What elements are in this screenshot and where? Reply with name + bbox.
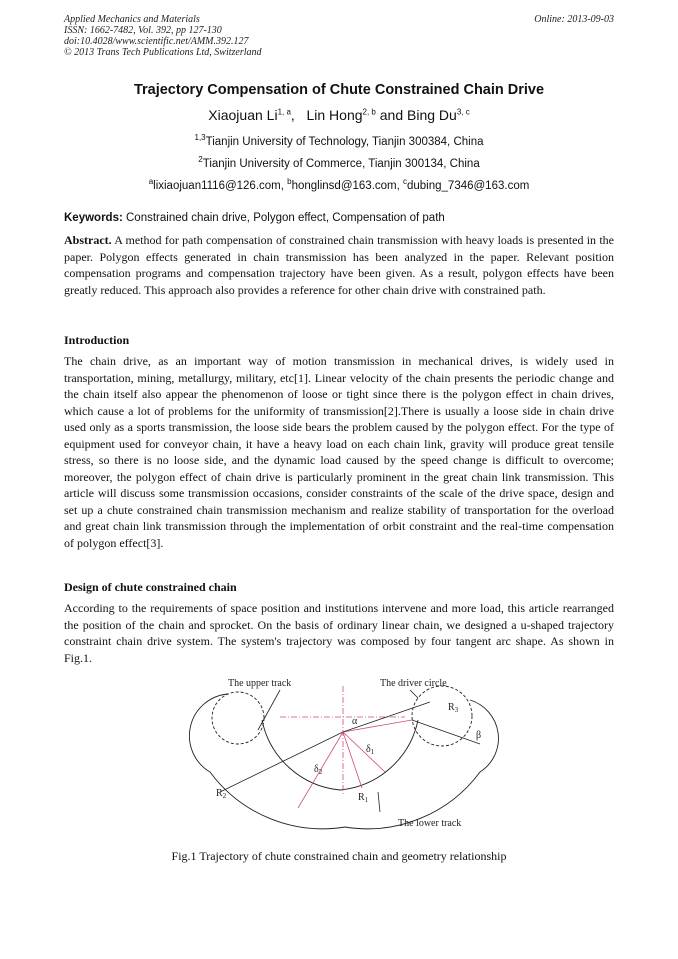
alpha-label: α — [352, 716, 358, 727]
radius-line-r2 — [220, 732, 343, 792]
journal-header — [64, 14, 262, 58]
affiliation-text: Tianjin University of Commerce, Tianjin 300134, China — [202, 157, 480, 170]
delta2-label — [314, 764, 323, 776]
doi-line: doi:10.4028/www.scientific.net/AMM.392.127 — [64, 36, 249, 47]
abstract-text: A method for path compensation of constrained chain transmission with heavy loads is presented in the paper. Polygon effects generated in chain transmission has been analyzed in the paper. Relevant position compensation programs and compensation trajectory have been given. As a result, polygon effects have been greatly reduced. This approach also provides a reference for other chain drive with constrained path. — [64, 233, 614, 297]
r2-letter: R — [216, 788, 223, 799]
leader-line — [258, 690, 280, 730]
email-line — [0, 177, 678, 192]
leader-line — [378, 792, 380, 812]
figure-labels — [216, 678, 481, 829]
delta2-letter: δ — [314, 764, 319, 775]
affiliation-mark: 2 — [198, 155, 203, 164]
keywords-text: Constrained chain drive, Polygon effect, Compensation of path — [122, 212, 445, 224]
author-affiliation-mark: 2, b — [362, 107, 376, 117]
journal-name: Applied Mechanics and Materials — [64, 14, 200, 25]
r3-letter: R — [448, 702, 455, 713]
abstract-label: Abstract. — [64, 233, 112, 247]
affiliation-line — [0, 155, 678, 170]
driver-circle-label: The driver circle — [380, 678, 447, 689]
delta2-subscript: 2 — [318, 768, 323, 776]
tangent-line — [412, 720, 480, 744]
author-name: Lin Hong — [306, 107, 363, 123]
geometry-lines — [220, 686, 480, 812]
email-address: dubing_7346@163.com — [407, 179, 530, 192]
outer-u-track — [189, 694, 498, 829]
delta1-subscript: 1 — [370, 748, 375, 756]
r3-subscript: 3 — [454, 706, 459, 714]
copyright-line: © 2013 Trans Tech Publications Ltd, Switzerland — [64, 47, 262, 58]
author-name: Xiaojuan Li — [208, 107, 278, 123]
figure-1-diagram — [180, 672, 500, 837]
affiliation-text: Tianjin University of Technology, Tianjin 300384, China — [205, 135, 484, 148]
angle-line — [343, 732, 385, 772]
author-affiliation-mark: 3, c — [456, 107, 470, 117]
figure-caption: Fig.1 Trajectory of chute constrained chain and geometry relationship — [171, 849, 507, 863]
r1-letter: R — [358, 792, 365, 803]
author-name: Bing Du — [407, 107, 457, 123]
email-mark: c — [403, 177, 407, 186]
email-mark: b — [287, 177, 292, 186]
delta1-letter: δ — [366, 744, 371, 755]
r1-subscript: 1 — [364, 796, 369, 804]
radius-line-r1 — [343, 732, 362, 788]
beta-label: β — [476, 730, 482, 741]
r2-subscript: 2 — [222, 792, 227, 800]
upper-track-label: The upper track — [228, 678, 292, 689]
inner-u-track — [252, 720, 418, 790]
r3-label — [448, 702, 459, 714]
email-address: honglinsd@163.com, — [291, 179, 403, 192]
lower-track-label: The lower track — [398, 818, 462, 829]
r1-label — [358, 792, 369, 804]
leader-line — [410, 690, 418, 698]
affiliation-mark: 1,3 — [194, 133, 206, 142]
introduction-body: The chain drive, as an important way of motion transmission in mechanical drives, is widely used in transportation, mining, metallurgy, military, etc[1]. Linear velocity of the chain presents the periodic change and the chain itself also appear the phenomenon of loose or tight since there is the polygon effect in chain drives, which cause a lot of problems for the uniformity of transmission[2].There is usually a loose side in chain drive used only as a sports transmission, the loose side bears the problem caused by the polygon effect. For the type of equipment used for conveyor chain, it have a heavy load on each chain link, gravity will produce great tensile stress, so there is no loose side, and the dynamic load caused by the speed change is difficult to overcome; moreover, the polygon effect of chain drive is particularly prominent in the great chain link transmission. This article will discuss some transmission occasions, consider constraints of the scale of the drive space, design and set up a chute constrained chain transmission mechanism and realize stability of transportation for the overload and great chain link transmission through the implementation of orbit constraint and the real-time compensation of polygon effect[3]. — [64, 354, 614, 550]
affiliation-line — [0, 133, 678, 148]
online-date: Online: 2013-09-03 — [534, 14, 614, 25]
issn-line: ISSN: 1662-7482, Vol. 392, pp 127-130 — [64, 25, 222, 36]
design-body: According to the requirements of space position and institutions intervene and more load, this article rearranged the position of the chain and sprocket. On the basis of ordinary linear chain, we designed a u-shaped trajectory constraint chain drive system. The system's trajectory was composed by four tangent arc shape. As shown in Fig.1. — [64, 601, 614, 665]
email-mark: a — [148, 177, 154, 186]
design-heading: Design of chute constrained chain — [64, 580, 237, 594]
introduction-heading: Introduction — [64, 333, 130, 347]
paper-title: Trajectory Compensation of Chute Constrained Chain Drive — [133, 82, 545, 98]
abstract — [64, 232, 614, 298]
driver-circle — [412, 686, 472, 746]
author-list: Xiaojuan Li$^{1, a}$, Lin Hong$^{2, b}$ and Bing Du$^{3, c}$ — [208, 107, 470, 123]
email-address: lixiaojuan1116@126.com, — [153, 179, 288, 192]
delta1-label — [366, 744, 375, 756]
left-sprocket — [212, 692, 264, 744]
keywords — [64, 210, 614, 227]
keywords-label: Keywords: — [64, 212, 123, 224]
author-affiliation-mark: 1, a — [277, 107, 291, 117]
